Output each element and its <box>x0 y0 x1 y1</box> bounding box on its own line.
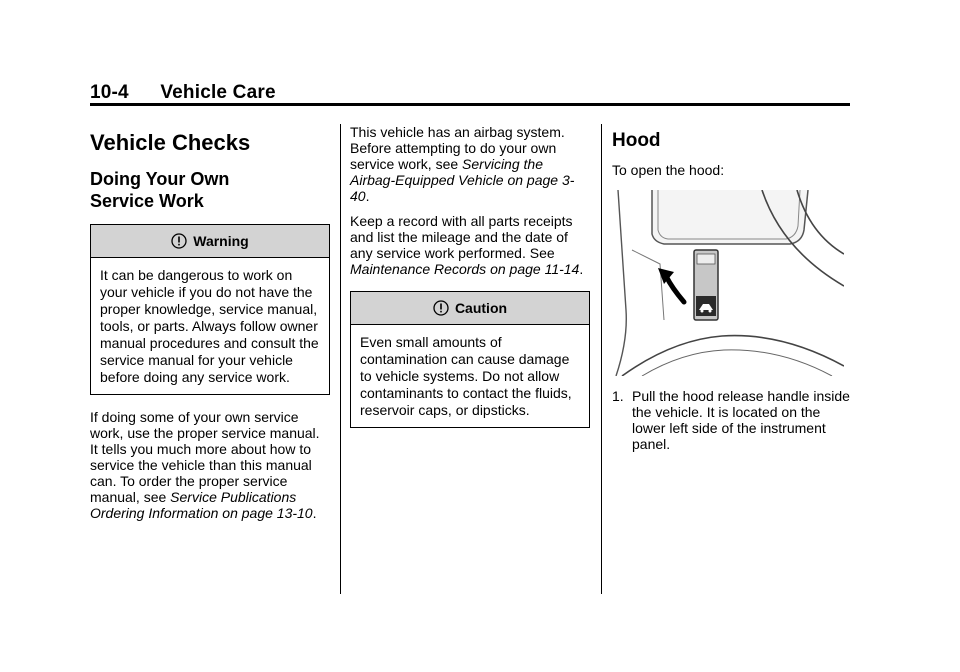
airbag-paragraph <box>350 124 590 204</box>
subsection-heading <box>90 168 330 212</box>
alert-icon <box>171 233 187 249</box>
section-number: 10-4 <box>90 82 129 103</box>
cross-reference-link[interactable]: Service Publications Ordering Information on page 13-10 <box>90 489 313 521</box>
steps-list <box>612 388 852 452</box>
paragraph-end: . <box>312 505 317 521</box>
list-item <box>612 388 852 452</box>
paragraph-text: This vehicle has an airbag system. Before attempting to do your own service work, see <box>350 124 565 172</box>
column-2 <box>350 124 590 442</box>
warning-label: Warning <box>193 233 249 249</box>
warning-header <box>91 225 329 258</box>
paragraph-end: . <box>365 188 370 204</box>
column-3 <box>612 124 852 452</box>
step-number: 1. <box>612 388 624 404</box>
subsection-heading-line1: Doing Your Own <box>90 169 230 189</box>
cross-reference-link[interactable]: Servicing the Airbag-Equipped Vehicle on page 3-40 <box>350 156 575 204</box>
column-divider-1 <box>340 124 341 594</box>
step-text: Pull the hood release handle inside the vehicle. It is located on the lower left side of the instrument panel. <box>632 388 850 452</box>
service-manual-paragraph <box>90 409 330 521</box>
alert-icon <box>433 300 449 316</box>
paragraph-text: Keep a record with all parts receipts and list the mileage and the date of any service work performed. See <box>350 213 573 261</box>
section-heading: Vehicle Checks <box>90 130 251 155</box>
cross-reference-link[interactable]: Maintenance Records on page 11-14 <box>350 261 580 277</box>
hood-heading: Hood <box>612 130 661 151</box>
chapter-title: Vehicle Care <box>160 82 276 103</box>
header-rule <box>90 103 850 106</box>
hood-release-illustration <box>612 190 844 376</box>
page-header <box>90 82 850 104</box>
warning-text: It can be dangerous to work on your vehicle if you do not have the proper knowledge, service manual, tools, or parts. Always follow owner manual procedures and consult the service manual for your vehicle before doing any service work. <box>100 267 319 385</box>
caution-header <box>351 292 589 325</box>
warning-box <box>90 224 330 395</box>
caution-box <box>350 291 590 428</box>
paragraph-end: . <box>579 261 584 277</box>
paragraph-text: If doing some of your own service work, use the proper service manual. It tells you much more about how to service the vehicle than this manual can. To order the proper service manual, see <box>90 409 320 505</box>
column-1 <box>90 124 330 530</box>
records-paragraph <box>350 213 590 277</box>
column-divider-2 <box>601 124 602 594</box>
caution-label: Caution <box>454 300 508 316</box>
hood-intro: To open the hood: <box>612 162 725 178</box>
caution-text: Even small amounts of contamination can cause damage to vehicle systems. Do not allow contaminants to contact the fluids, reservoir caps, or dipsticks. <box>360 334 572 418</box>
subsection-heading-line2: Service Work <box>90 191 204 211</box>
